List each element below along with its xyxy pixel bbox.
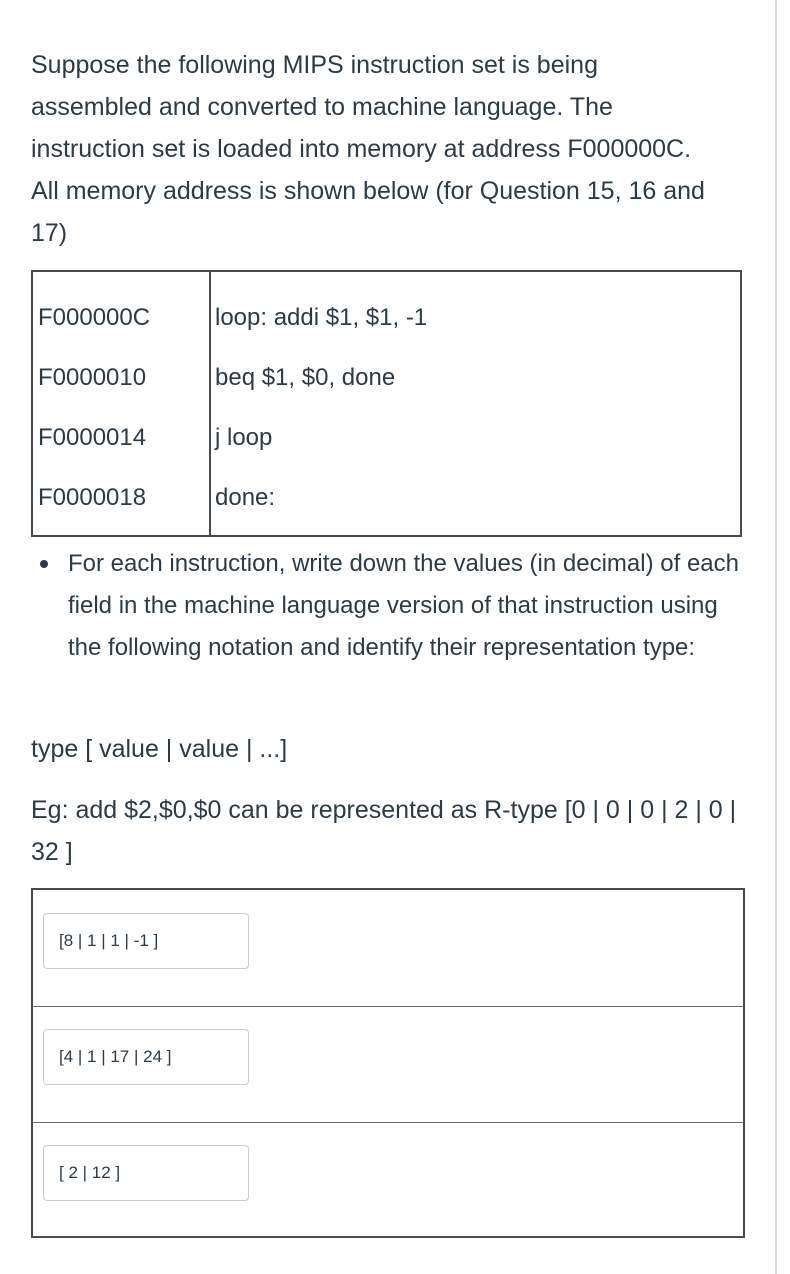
page-scrollbar-track[interactable] [775,0,777,1274]
answer-table [31,888,745,1238]
instruction-text: beq $1, $0, done [215,364,396,391]
memory-address: F0000014 [38,424,147,451]
bullet-icon [40,560,48,568]
instruction-row [33,288,740,348]
memory-address: F000000C [38,304,151,331]
instruction-row [33,408,740,468]
instruction-table [31,270,742,537]
answer-input-2[interactable]: [4 | 1 | 17 | 24 ] [43,1029,249,1085]
list-item [31,543,751,669]
answer-input-1[interactable]: [8 | 1 | 1 | -1 ] [43,913,249,969]
notation-format: type [ value | value | ...] [31,735,288,763]
question-intro: Suppose the following MIPS instruction set is being assembled and converted to machine language. The instruction set is loaded into memory at address F000000C. All memory address is shown below (for Question 15, 16 and 17) [31,51,705,247]
answer-cell [33,1007,743,1123]
memory-address: F0000010 [38,364,147,391]
bullet-text: For each instruction, write down the values (in decimal) of each field in the machine language version of that instruction using the following notation and identify their representation type: [68,550,739,661]
answer-cell [33,890,743,1007]
instruction-text: loop: addi $1, $1, -1 [215,304,428,331]
memory-address: F0000018 [38,484,147,511]
instruction-text: j loop [215,424,273,451]
instruction-text: done: [215,484,276,511]
example-text: Eg: add $2,$0,$0 can be represented as R-type [0 | 0 | 0 | 2 | 0 | 32 ] [31,796,737,866]
instruction-row [33,348,740,408]
instruction-bullet-list [31,543,751,669]
answer-cell [33,1123,743,1236]
answer-input-3[interactable]: [ 2 | 12 ] [43,1145,249,1201]
instruction-row [33,468,740,528]
